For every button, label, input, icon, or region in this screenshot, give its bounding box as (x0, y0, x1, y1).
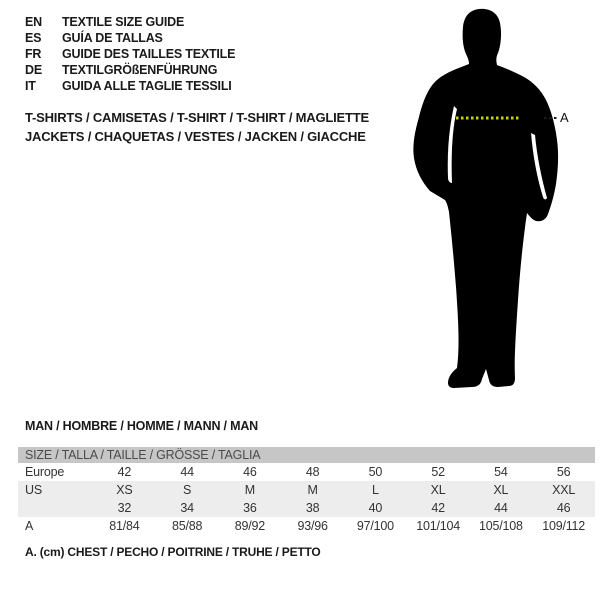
table-cell: XL (493, 483, 509, 497)
language-code: EN (25, 15, 42, 29)
table-row-chest-a (18, 517, 595, 535)
language-label: TEXTILGRÖßENFÜHRUNG (62, 63, 218, 77)
size-table (18, 447, 595, 535)
table-cell: 38 (305, 501, 320, 515)
table-cell: 52 (431, 465, 445, 479)
table-cell: 54 (494, 465, 508, 479)
table-cell: 89/92 (234, 519, 266, 533)
category-line-jackets: JACKETS / CHAQUETAS / VESTES / JACKEN / GIACCHE (25, 128, 366, 144)
row-label: A (25, 519, 34, 533)
table-cell: L (371, 483, 379, 497)
table-cell: 101/104 (416, 519, 461, 533)
table-row-us-numeric (18, 499, 595, 517)
language-code: IT (25, 79, 36, 93)
man-silhouette (413, 9, 558, 388)
garment-categories (25, 109, 369, 146)
table-cell: 46 (243, 465, 257, 479)
list-item (25, 46, 235, 62)
table-cell: 97/100 (356, 519, 394, 533)
table-cell: 81/84 (109, 519, 140, 533)
table-cell: S (183, 483, 192, 497)
language-label: GUIDE DES TAILLES TEXTILE (62, 47, 236, 61)
man-silhouette-figure (405, 5, 560, 392)
language-label: GUIDA ALLE TAGLIE TESSILI (62, 79, 232, 93)
table-cell: 40 (368, 501, 383, 515)
language-code: ES (25, 31, 42, 45)
size-table-header: SIZE / TALLA / TAILLE / GRÖSSE / TAGLIA (18, 447, 595, 463)
table-cell: 50 (368, 465, 383, 479)
list-item (25, 62, 235, 78)
language-label: TEXTILE SIZE GUIDE (62, 15, 185, 29)
language-code: DE (25, 63, 42, 77)
row-label: Europe (25, 465, 65, 479)
category-line-tshirts: T-SHIRTS / CAMISETAS / T-SHIRT / T-SHIRT / MAGLIETTE (25, 110, 369, 125)
table-cell: XL (430, 483, 446, 497)
table-cell: 93/96 (297, 519, 328, 533)
table-cell: 109/112 (542, 519, 586, 533)
table-cell: 85/88 (171, 519, 203, 533)
table-cell: 46 (556, 501, 571, 515)
table-cell: 36 (243, 501, 257, 515)
table-cell: M (244, 483, 255, 497)
table-cell: 105/108 (478, 519, 523, 533)
table-cell: XS (116, 483, 133, 497)
table-cell: M (307, 483, 318, 497)
language-label: GUÍA DE TALLAS (62, 31, 163, 45)
language-code: FR (25, 47, 42, 61)
table-cell: 44 (180, 465, 194, 479)
list-item (25, 14, 235, 30)
list-item (25, 30, 235, 46)
table-cell: XXL (552, 483, 576, 497)
table-cell: 32 (117, 501, 132, 515)
measure-label-a: A (560, 110, 569, 125)
row-label (18, 499, 93, 517)
table-row-us (18, 481, 595, 499)
table-row-europe (18, 463, 595, 481)
table-cell: 44 (494, 501, 508, 515)
language-list (25, 14, 235, 94)
table-cell: 34 (180, 501, 194, 515)
measurement-footnote: A. (cm) CHEST / PECHO / POITRINE / TRUHE / PETTO (25, 545, 321, 559)
table-cell: 48 (305, 465, 320, 479)
section-title-man: MAN / HOMBRE / HOMME / MANN / MAN (25, 419, 258, 433)
table-cell: 56 (556, 465, 571, 479)
table-cell: 42 (117, 465, 132, 479)
table-cell: 42 (431, 501, 445, 515)
row-label: US (25, 483, 42, 497)
list-item (25, 78, 235, 94)
